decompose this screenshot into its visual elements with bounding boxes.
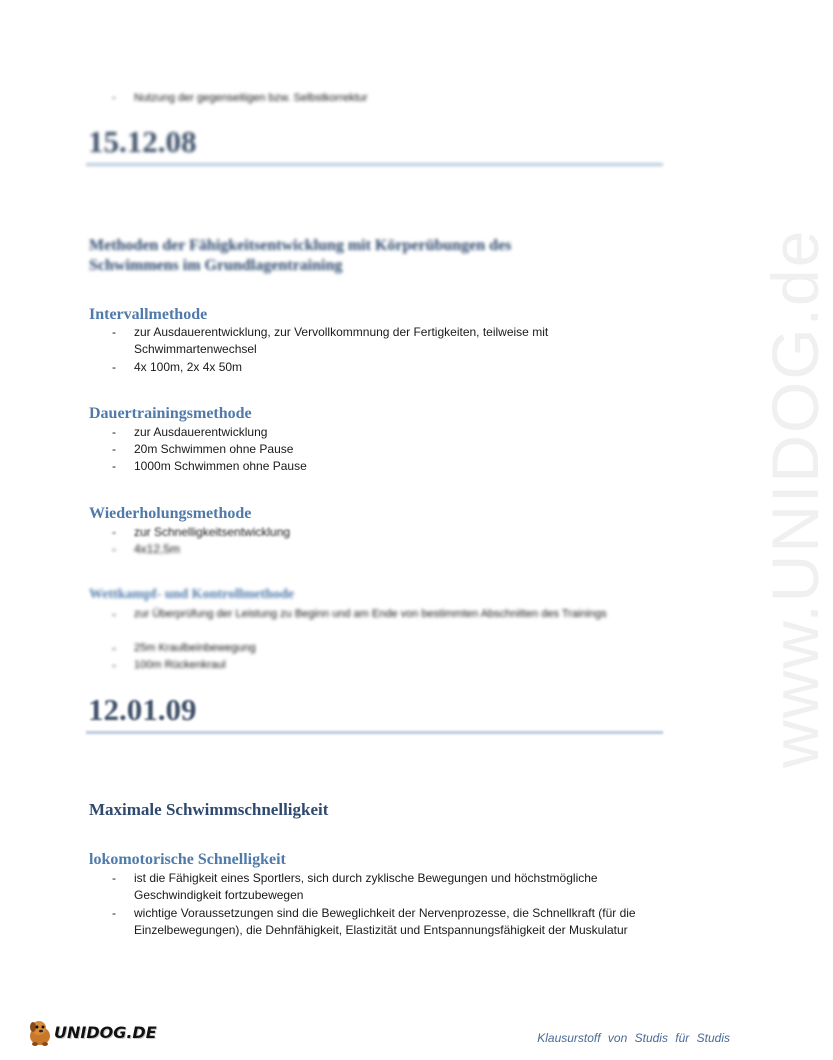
- list-item-text: zur Überprüfung der Leistung zu Beginn und am Ende von bestimmten Abschnitten des Trainings: [134, 608, 607, 620]
- list-item-text: 4x 100m, 2x 4x 50m: [134, 360, 243, 374]
- date-heading-1: 15.12.08: [88, 124, 197, 159]
- method-title-continuous: Dauertrainingsmethode: [89, 405, 252, 422]
- list-item-text: ist die Fähigkeit eines Sportlers, sich durch zyklische Bewegungen und höchstmögliche Geschwindigkeit fortzubewegen: [134, 871, 598, 902]
- bullet-dash: -: [112, 542, 116, 556]
- method-title-repetition: Wiederholungsmethode: [89, 505, 252, 522]
- divider-2: [86, 731, 663, 734]
- bullet-dash: -: [112, 525, 116, 539]
- date-heading-2: 12.01.09: [88, 692, 197, 727]
- list-item-text: zur Ausdauerentwicklung: [134, 425, 268, 439]
- bullet-dash: -: [112, 871, 116, 885]
- unidog-logo[interactable]: [24, 1014, 157, 1050]
- watermark: www.UNIDOG.de: [758, 228, 832, 768]
- section2-title: Maximale Schwimmschnelligkeit: [89, 800, 329, 819]
- list-item-text: zur Schnelligkeitsentwicklung: [134, 525, 291, 539]
- bullet-dash: -: [112, 325, 116, 339]
- section1-title-line1: Methoden der Fähigkeitsentwicklung mit Körperübungen des: [89, 237, 512, 254]
- subsection-title: lokomotorische Schnelligkeit: [89, 851, 286, 868]
- footer-tagline: Klausurstoff von Studis für Studis: [537, 1031, 730, 1045]
- list-item-text: wichtige Voraussetzungen sind die Beweglichkeit der Nervenprozesse, die Schnellkraft (für die Einzelbewegungen), die Dehnfähigkeit, Elastizität und Entspannungsfähigkeit der Muskulatur: [134, 906, 636, 937]
- bullet-dash: -: [112, 360, 116, 374]
- bullet-dash: -: [112, 92, 116, 104]
- bullet-text: Nutzung der gegenseitigen bzw. Selbstkorrektur: [134, 92, 368, 104]
- list-item-text: 1000m Schwimmen ohne Pause: [134, 459, 307, 473]
- bullet-dash: -: [112, 459, 116, 473]
- bullet-dash: -: [112, 607, 116, 621]
- bullet-dash: -: [112, 425, 116, 439]
- bullet-dash: -: [112, 442, 116, 456]
- logo-text: UNIDOG.DE: [54, 1023, 157, 1042]
- bullet-dash: -: [112, 906, 116, 920]
- list-item-text: 25m Kraulbeinbewegung: [134, 642, 256, 654]
- list-item-text: 4x12,5m: [134, 542, 181, 556]
- list-item-text: zur Ausdauerentwicklung, zur Vervollkommnung der Fertigkeiten, teilweise mit Schwimmartenwechsel: [134, 325, 549, 356]
- list-item-text: 100m Rückenkraul: [134, 659, 226, 671]
- bullet-dash: -: [112, 658, 116, 672]
- section1-title-line2: Schwimmens im Grundlagentraining: [89, 257, 343, 274]
- bullet-dash: -: [112, 641, 116, 655]
- dog-icon: [24, 1016, 56, 1048]
- list-item-text: 20m Schwimmen ohne Pause: [134, 442, 294, 456]
- method-title-competition: Wettkampf- und Kontrollmethode: [89, 587, 295, 602]
- method-title-interval: Intervallmethode: [89, 306, 208, 323]
- divider-1: [86, 163, 663, 166]
